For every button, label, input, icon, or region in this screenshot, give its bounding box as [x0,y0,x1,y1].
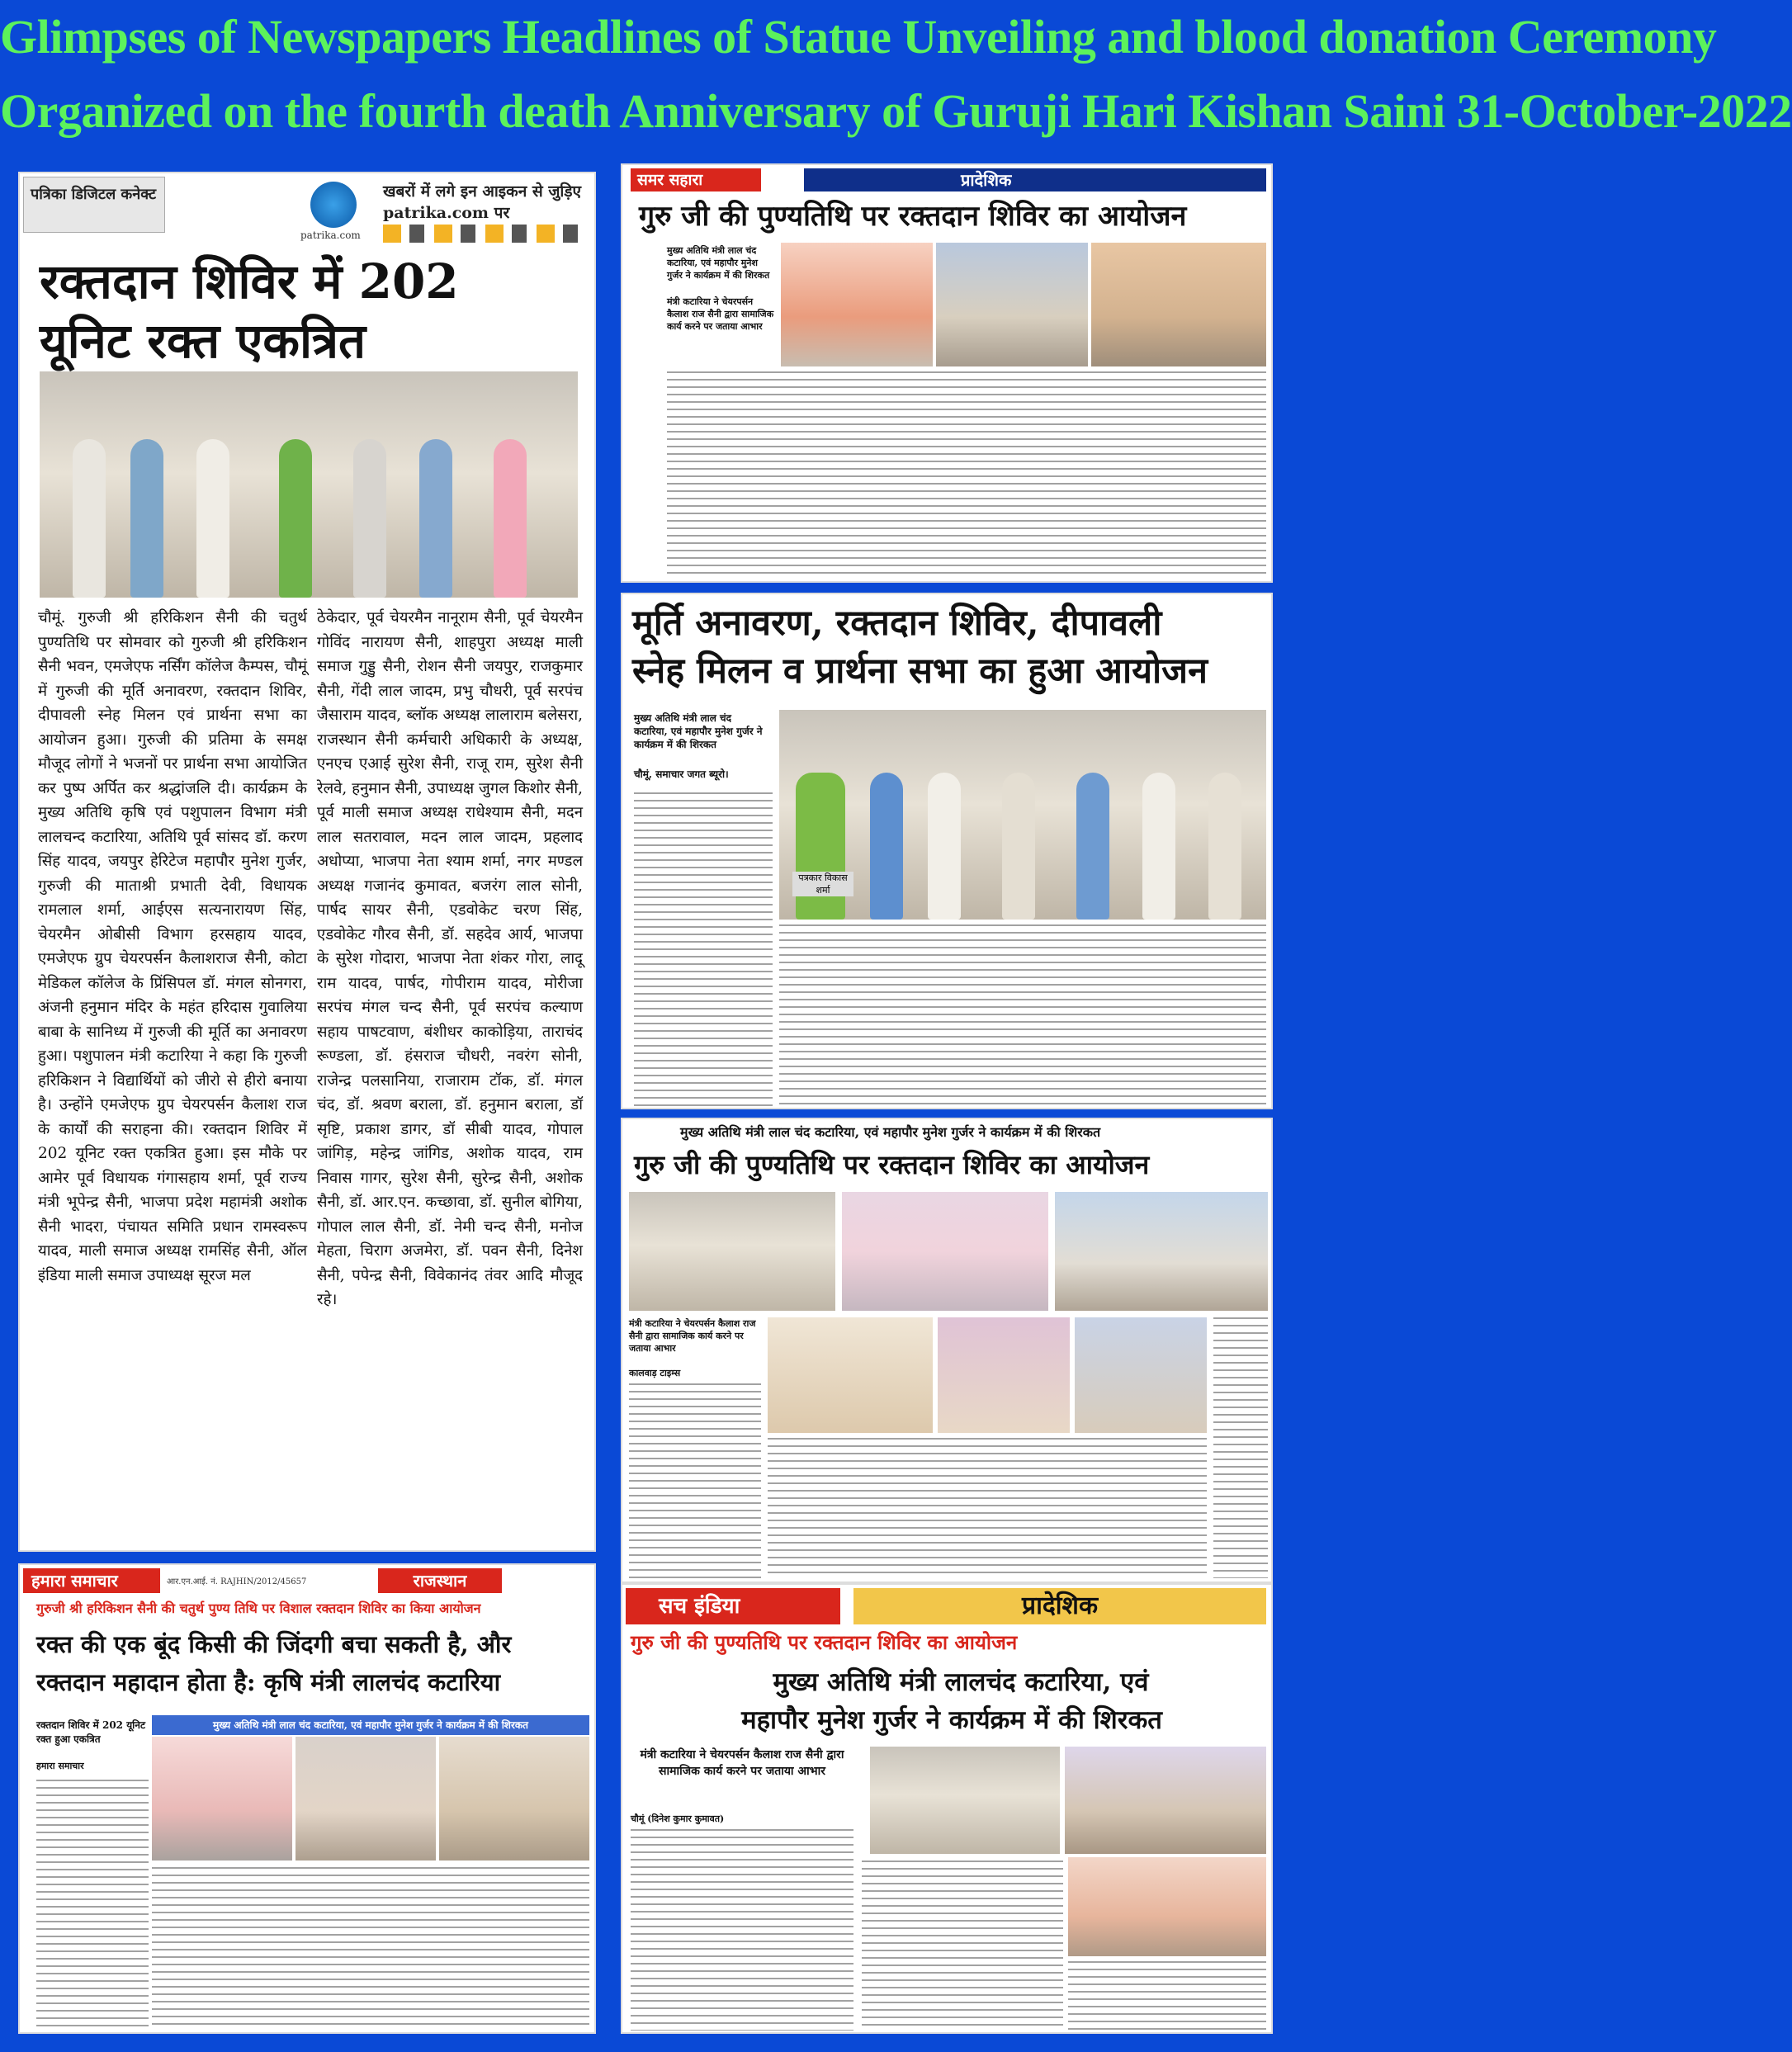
hamara-samachar-byline: हमारा समाचार [36,1761,84,1771]
patrika-masthead: पत्रिका डिजिटल कनेक्ट [23,177,165,233]
banner-title-line1: Glimpses of Newspapers Headlines of Statue Unveiling and blood donation Ceremony [0,10,1717,64]
hamara-samachar-masthead: हमारा समाचार [23,1568,160,1593]
samachar-jagat-caption: पत्रकार विकास शर्मा [792,872,853,896]
hamara-samachar-section: राजस्थान [378,1568,502,1593]
sach-india-headline-2: महापौर मुनेश गुर्जर ने कार्यक्रम में की शिरकत [741,1705,1162,1735]
hamara-samachar-headline-2: रक्तदान महादान होता है: कृषि मंत्री लालचंद कटारिया [36,1668,501,1696]
sach-india-body-left [631,1829,853,2031]
samar-sahara-body [667,371,1266,578]
patrika-headline-2: यूनिट रक्त एकत्रित [40,313,366,369]
samar-sahara-photo-2 [936,243,1088,366]
samar-sahara-photo-1 [781,243,933,366]
patrika-site: patrika.com पर [383,204,510,222]
hamara-samachar-photo-1 [152,1737,292,1861]
patrika-column-2: ठेकेदार, पूर्व चेयरमैन नानूराम सैनी, पूर्व चेयरमैन गोविंद नारायण सैनी, शाहपुरा अध्यक्ष माली समाज गुड्डु सैनी, रोशन सैनी जयपुर, राजकुमार सैनी, गेंदी लाल जादम, प्रभु चौधरी, पूर्व सरपंच जैसाराम यादव, ब्लॉक अध्यक्ष लालाराम बलेसरा, राजस्थान सैनी कर्मचारी अधिकारी के अध्यक्ष, एनएच एआई सुरेश सैनी, राजू राम, सुरेश सैनी रेलवे, हनुमान सैनी, उपाध्यक्ष जुगल किशोर सैनी, पूर्व माली समाज अध्यक्ष राधेश्याम सैनी, मदन लाल सतरावाल, मदन लाल जादम, प्रहलाद अधोप्या, भाजपा नेता श्याम शर्मा, नगर मण्डल अध्यक्ष गजानंद कुमावत, बजरंग लाल सोनी, पार्षद सायर सैनी, एडवोकेट चरण सिंह, एडवोकेट गौरव सैनी, डॉ. सहदेव आर्य, भाजपा के सुरेश गोदारा, भाजपा नेता शंकर गोरा, लादू राम यादव, पार्षद, गोपीराम यादव, मोरीजा सरपंच मंगल चन्द सैनी, पूर्व सरपंच कल्याण सहाय पाषटवाण, बंशीधर काकोड़िया, ताराचंद रूण्डला, डॉ. हंसराज चौधरी, नवरंग सोनी, राजेन्द्र पलसानिया, राजाराम टॉक, डॉ. मंगल चंद, डॉ. श्रवण बराला, डॉ. हनुमान बराला, डॉ सृष्टि, प्रकाश डागर, डॉ सीबी यादव, गोपाल जांगिड़, महेन्द्र जांगिड, अशोक यादव, राम निवास गागर, सुरेश सैनी, सुरेन्द्र सैनी, अशोक सैनी, डॉ. आर.एन. कच्छावा, डॉ. सुनील बोगिया, गोपाल लाल सैनी, डॉ. नेमी चन्द सैनी, मनोज मेहता, चिराग अजमेरा, डॉ. पवन सैनी, दिनेश सैनी, पपेन्द्र सैनी, विवेकानंद तंवर आदि मौजूद रहे। [317,609,583,1308]
hamara-samachar-reg: आर.एन.आई. नं. RAJHIN/2012/45657 [167,1577,307,1586]
kalwad-times-photo-4 [768,1317,933,1433]
samar-sahara-masthead: समर सहारा [631,168,761,191]
kalwad-times-body-right [1213,1317,1268,1578]
hamara-samachar-headline-1: रक्त की एक बूंद किसी की जिंदगी बचा सकती है, और [36,1630,512,1658]
sach-india-headline-1: मुख्य अतिथि मंत्री लालचंद कटारिया, एवं [773,1667,1149,1697]
patrika-headline-1: रक्तदान शिविर में 202 [40,253,459,310]
kalwad-times-photo-6 [1075,1317,1207,1433]
samar-sahara-sub-2: मंत्री कटारिया ने चेयरपर्सन कैलाश राज सैनी द्वारा सामाजिक कार्य करने पर जताया आभार [667,296,774,332]
sach-india-kicker: गुरु जी की पुण्यतिथि पर रक्तदान शिविर का आयोजन [631,1630,1018,1654]
banner [0,0,1792,154]
samachar-jagat-dateline: चौमूं, समाचार जगत ब्यूरो। [634,768,729,780]
patrika-logo-text: patrika.com [300,229,361,241]
patrika-promo: खबरों में लगे इन आइकन से जुड़िए [383,182,582,201]
hamara-samachar-kicker: गुरुजी श्री हरिकिशन सैनी की चतुर्थ पुण्य तिथि पर विशाल रक्तदान शिविर का किया आयोजन [36,1600,481,1616]
patrika-photo [40,371,578,598]
clipping-hamara-samachar [18,1563,596,2034]
kalwad-times-kicker: मुख्य अतिथि मंत्री लाल चंद कटारिया, एवं महापौर मुनेश गुर्जर ने कार्यक्रम में की शिरकत [680,1124,1101,1140]
kalwad-times-sub: मंत्री कटारिया ने चेयरपर्सन कैलाश राज सैनी द्वारा सामाजिक कार्य करने पर जताया आभार [629,1318,756,1354]
samar-sahara-sub-1: मुख्य अतिथि मंत्री लाल चंद कटारिया, एवं महापौर मुनेश गुर्जर ने कार्यक्रम में की शिरकत [667,245,770,281]
kalwad-times-photo-3 [1055,1192,1268,1311]
kalwad-times-body-left [629,1383,761,1578]
sach-india-photo-1 [870,1747,1060,1854]
kalwad-times-photo-1 [629,1192,835,1311]
samachar-jagat-headline-2: स्नेह मिलन व प्रार्थना सभा का हुआ आयोजन [632,650,1208,692]
banner-title-line2: Organized on the fourth death Anniversary of Guruji Hari Kishan Saini 31-October-2022 [0,84,1792,138]
kalwad-times-headline: गुरु जी की पुण्यतिथि पर रक्तदान शिविर का आयोजन [634,1149,1150,1180]
kalwad-times-photo-2 [842,1192,1048,1311]
clipping-samar-sahara [621,163,1273,583]
kalwad-times-body-center [768,1438,1207,1578]
kalwad-times-photo-5 [938,1317,1070,1433]
sach-india-photo-2 [1065,1747,1266,1854]
sach-india-masthead: सच इंडिया [626,1588,840,1624]
clipping-kalwad-times [621,1118,1273,1583]
sach-india-dateline: चौमूं (दिनेश कुमार कुमावत) [631,1813,725,1824]
sach-india-sub: मंत्री कटारिया ने चेयरपर्सन कैलाश राज सैनी द्वारा सामाजिक कार्य करने पर जताया आभार [640,1748,844,1778]
samar-sahara-headline: गुरु जी की पुण्यतिथि पर रक्तदान शिविर का आयोजन [639,200,1187,233]
clipping-samachar-jagat [621,593,1273,1109]
sach-india-body-right [1068,1961,1266,2031]
hamara-samachar-photo-2 [296,1737,436,1861]
clipping-sach-india [621,1583,1273,2034]
samar-sahara-section: प्रादेशिक [804,168,1266,191]
hamara-samachar-sidebar: रक्तदान शिविर में 202 यूनिट रक्त हुआ एकत्रित [36,1719,145,1745]
clipping-patrika [18,172,596,1552]
samachar-jagat-sub: मुख्य अतिथि मंत्री लाल चंद कटारिया, एवं महापौर मुनेश गुर्जर ने कार्यक्रम में की शिरकत [634,712,763,750]
sach-india-section: प्रादेशिक [853,1588,1266,1624]
patrika-logo-icon [310,182,357,228]
hamara-samachar-photo-3 [439,1737,589,1861]
patrika-social-icons [383,225,581,243]
patrika-column-1: चौमूं. गुरुजी श्री हरिकिशन सैनी की चतुर्थ पुण्यतिथि पर सोमवार को गुरुजी श्री हरिकिशन सैनी भवन, एमजेएफ नर्सिंग कॉलेज कैम्पस, चौमूं में गुरुजी की मूर्ति अनावरण, रक्तदान शिविर, दीपावली स्नेह मिलन एवं प्रार्थना सभा का आयोजन हुआ। गुरुजी की प्रतिमा के समक्ष मौजूद लोगों ने भजनों पर प्रार्थना सभा आयोजित कर पुष्प अर्पित कर श्रद्धांजलि दी। कार्यक्रम के मुख्य अतिथि कृषि एवं पशुपालन विभाग मंत्री लालचन्द कटारिया, अतिथि पूर्व सांसद डॉ. करण सिंह यादव, जयपुर हेरिटेज महापौर मुनेश गुर्जर, गुरुजी की माताश्री प्रभाती देवी, विधायक रामलाल शर्मा, आईएस सत्यनारायण सिंह, चेयरमैन ओबीसी विभाग हरसहाय यादव, एमजेएफ ग्रुप चेयरपर्सन कैलाशराज सैनी, कोटा मेडिकल कॉलेज के प्रिंसिपल डॉ. मंगल सोनगरा, अंजनी हनुमान मंदिर के महंत हरिदास गुवालिया बाबा के सानिध्य में गुरुजी की मूर्ति का अनावरण हुआ। पशुपालन मंत्री कटारिया ने कहा कि गुरुजी हरिकिशन ने विद्यार्थियों को जीरो से हीरो बनाया है। उन्होंने एमजेएफ ग्रुप चेयरपर्सन कैलाश राज के कार्यों की सराहना की। रक्तदान शिविर में 202 यूनिट रक्त एकत्रित हुआ। इस मौके पर आमेर पूर्व विधायक गंगासहाय शर्मा, पूर्व राज्य मंत्री भूपेन्द्र सैनी, भाजपा प्रदेश महामंत्री अशोक सैनी भादरा, पंचायत समिति प्रधान रामस्वरूप यादव, माली समाज अध्यक्ष रामसिंह सैनी, ऑल इंडिया माली समाज उपाध्यक्ष सूरज मल [38,609,307,1284]
samar-sahara-photo-3 [1091,243,1266,366]
kalwad-times-byline: कालवाड़ टाइम्स [629,1368,681,1378]
hamara-samachar-body-left [36,1780,149,2029]
sach-india-photo-3 [1068,1857,1266,1956]
sach-india-body-center [862,1861,1063,2031]
hamara-samachar-photo-strip: मुख्य अतिथि मंत्री लाल चंद कटारिया, एवं महापौर मुनेश गुर्जर ने कार्यक्रम में की शिरकत [152,1715,589,1735]
samachar-jagat-headline-1: मूर्ति अनावरण, रक्तदान शिविर, दीपावली [632,603,1162,644]
samachar-jagat-body-left [634,792,773,1106]
hamara-samachar-body-right [152,1867,589,2029]
samachar-jagat-body-right [779,924,1266,1106]
